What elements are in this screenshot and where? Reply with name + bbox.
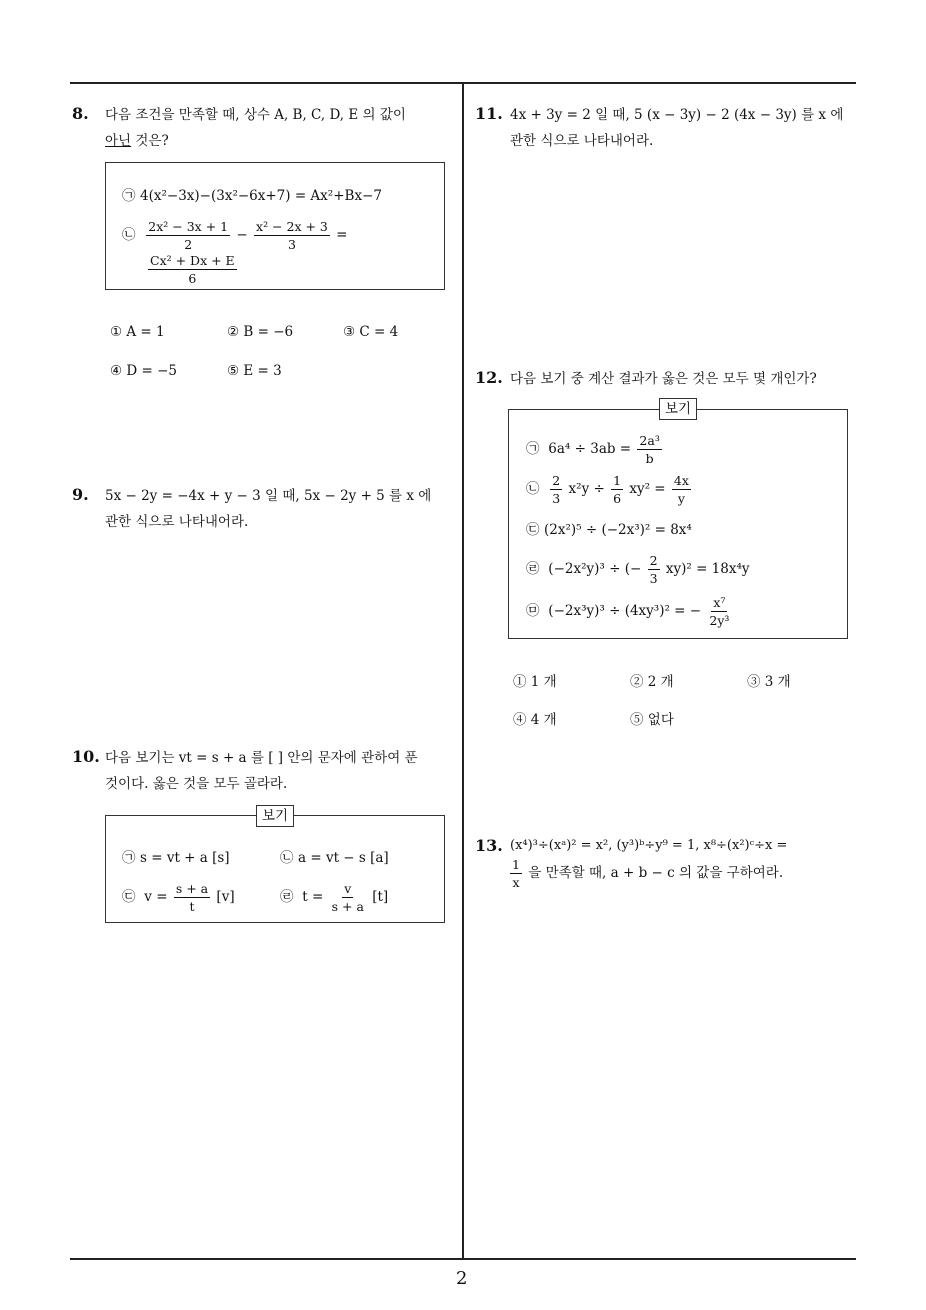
q12-item2-fraction-2 bbox=[611, 472, 623, 507]
q10-item4-num: v bbox=[344, 881, 352, 896]
q12-choice-2[interactable]: ② 2 개 bbox=[630, 674, 674, 690]
q8-cond2-fraction-2 bbox=[254, 218, 330, 253]
q8-cond2-frac2-den: 3 bbox=[287, 237, 296, 252]
q10-stem-line2: 것이다. 옳은 것을 모두 골라라. bbox=[105, 776, 288, 792]
q8-cond2-frac1-den: 2 bbox=[184, 237, 193, 252]
q12-item2-mid2: xy² = bbox=[629, 481, 666, 497]
q12-example-box-title: 보기 bbox=[659, 398, 697, 420]
q10-stem-line1: 다음 보기는 vt = s + a 를 [ ] 안의 문자에 관하여 푼 bbox=[105, 750, 418, 766]
q12-item3-text: (2x²)⁵ ÷ (−2x³)² = 8x⁴ bbox=[544, 522, 692, 538]
q8-choice-1[interactable]: ① A = 1 bbox=[110, 324, 165, 340]
q13-stem-line2 bbox=[508, 856, 783, 891]
q12-item-1 bbox=[526, 432, 664, 467]
q9-number: 9. bbox=[72, 485, 89, 504]
q8-cond2-fraction-1 bbox=[146, 218, 230, 253]
q13-stem-line2-rest: 을 만족할 때, a + b − c 의 값을 구하여라. bbox=[528, 865, 784, 881]
q12-choice-1[interactable]: ① 1 개 bbox=[513, 674, 557, 690]
q13-frac-num: 1 bbox=[512, 857, 520, 872]
q10-item-4 bbox=[280, 880, 388, 915]
q8-cond2-equals: = bbox=[336, 227, 348, 243]
q12-item2-n2: 1 bbox=[613, 473, 622, 488]
q12-item4-mark: ㉣ bbox=[526, 561, 540, 577]
q10-item4-den: s + a bbox=[331, 899, 364, 914]
page-number: 2 bbox=[456, 1268, 468, 1289]
q12-item5-lhs: (−2x³y)³ ÷ (4xy³)² = − bbox=[548, 603, 702, 619]
q10-item3-mark: ㉢ bbox=[122, 889, 136, 905]
q8-cond2-fraction-3 bbox=[148, 252, 237, 287]
q9-stem-line2: 관한 식으로 나타내어라. bbox=[105, 514, 249, 530]
q10-item2-mark: ㉡ bbox=[280, 850, 294, 866]
q12-item-2 bbox=[526, 472, 693, 507]
q12-item4-lhs: (−2x²y)³ ÷ bbox=[548, 561, 621, 577]
q13-number: 13. bbox=[475, 836, 503, 855]
bottom-rule bbox=[70, 1258, 856, 1260]
q10-item4-tail: [t] bbox=[372, 889, 389, 905]
q12-item4-fraction bbox=[648, 552, 660, 587]
q10-item-3 bbox=[122, 880, 235, 915]
q10-item3-tail: [v] bbox=[216, 889, 235, 905]
q12-item-4 bbox=[526, 552, 750, 587]
q12-item5-mark: ㉤ bbox=[526, 603, 540, 619]
q12-item2-n3: 4x bbox=[673, 473, 689, 488]
q12-item4-open: (− bbox=[624, 561, 642, 577]
q10-item-1 bbox=[122, 848, 230, 868]
q8-cond2-frac2-num: x² − 2x + 3 bbox=[256, 219, 328, 234]
q8-underlined-word: 아닌 bbox=[105, 133, 132, 149]
q12-choice-4[interactable]: ④ 4 개 bbox=[513, 712, 557, 728]
q10-item2-text: a = vt − s [a] bbox=[298, 850, 389, 866]
q12-item1-num: 2a³ bbox=[639, 433, 660, 448]
q12-item4-close: xy)² bbox=[665, 561, 692, 577]
q8-cond1-text: 4(x²−3x)−(3x²−6x+7) = Ax²+Bx−7 bbox=[140, 188, 382, 204]
q10-number: 10. bbox=[72, 747, 100, 766]
q8-choice-3[interactable]: ③ C = 4 bbox=[343, 324, 399, 340]
q12-item5-fraction bbox=[707, 594, 731, 629]
q12-item4-rhs: = 18x⁴y bbox=[696, 561, 750, 577]
q12-item1-den: b bbox=[645, 451, 654, 466]
q8-number: 8. bbox=[72, 104, 89, 123]
q10-item1-text: s = vt + a [s] bbox=[140, 850, 230, 866]
q12-choice-3[interactable]: ③ 3 개 bbox=[747, 674, 791, 690]
q8-choice-4[interactable]: ④ D = −5 bbox=[110, 363, 178, 379]
q8-cond2-frac3-num: Cx² + Dx + E bbox=[150, 253, 235, 268]
q13-fraction bbox=[510, 856, 522, 891]
q8-condition-1 bbox=[122, 186, 382, 206]
q10-item4-fraction bbox=[330, 880, 366, 915]
q12-item2-fraction-3 bbox=[672, 472, 691, 507]
q12-item5-num: x⁷ bbox=[713, 595, 726, 610]
q12-number: 12. bbox=[475, 368, 503, 387]
q8-cond2-frac3-den: 6 bbox=[188, 271, 197, 286]
q10-item-2 bbox=[280, 848, 389, 868]
q12-item2-fraction-1 bbox=[550, 472, 562, 507]
q10-item4-lhs: t = bbox=[302, 889, 324, 905]
q12-item2-d3: y bbox=[677, 491, 685, 506]
q8-cond2-mark: ㉡ bbox=[122, 227, 136, 243]
q8-cond1-mark: ㉠ bbox=[122, 188, 136, 204]
q10-item4-mark: ㉣ bbox=[280, 889, 294, 905]
q12-item2-n1: 2 bbox=[552, 473, 561, 488]
q12-item4-den: 3 bbox=[649, 571, 658, 586]
q12-item-5 bbox=[526, 594, 733, 629]
q8-cond2-minus: − bbox=[236, 227, 248, 243]
q12-item-3 bbox=[526, 520, 692, 540]
q8-condition-2-rhs bbox=[146, 252, 239, 287]
q11-stem-line1: 4x + 3y = 2 일 때, 5 (x − 3y) − 2 (4x − 3y) 를 x 에 bbox=[510, 107, 844, 123]
q8-stem-line2 bbox=[105, 128, 169, 154]
q11-stem-line2: 관한 식으로 나타내어라. bbox=[510, 133, 654, 149]
q12-item1-lhs: 6a⁴ ÷ 3ab = bbox=[548, 441, 632, 457]
q8-stem-line2-rest: 것은? bbox=[131, 133, 169, 149]
q10-item3-num: s + a bbox=[175, 881, 209, 896]
q8-choice-2[interactable]: ② B = −6 bbox=[227, 324, 294, 340]
q13-frac-den: x bbox=[512, 875, 520, 890]
q8-condition-2 bbox=[122, 218, 347, 253]
q10-item3-lhs: v = bbox=[144, 889, 168, 905]
q12-item2-mid: x²y ÷ bbox=[568, 481, 605, 497]
q12-item2-d2: 6 bbox=[613, 491, 622, 506]
q12-item1-fraction bbox=[637, 432, 661, 467]
q12-item2-mark: ㉡ bbox=[526, 481, 540, 497]
q11-number: 11. bbox=[475, 104, 503, 123]
q12-choice-5[interactable]: ⑤ 없다 bbox=[630, 712, 674, 728]
q12-item2-d1: 3 bbox=[552, 491, 561, 506]
q12-stem-line1: 다음 보기 중 계산 결과가 옳은 것은 모두 몇 개인가? bbox=[510, 371, 817, 387]
q8-choice-5[interactable]: ⑤ E = 3 bbox=[227, 363, 282, 379]
q10-item3-fraction bbox=[174, 880, 210, 915]
q13-stem-line1: (x⁴)³÷(xᵃ)² = x², (y³)ᵇ÷y⁹ = 1, x⁸÷(x²)ᶜ÷x = bbox=[510, 838, 788, 853]
column-divider bbox=[462, 82, 464, 1259]
q12-item5-den: 2y³ bbox=[709, 613, 730, 628]
q10-example-box-title: 보기 bbox=[256, 805, 294, 827]
q12-item4-num: 2 bbox=[649, 553, 658, 568]
q10-item3-den: t bbox=[189, 899, 195, 914]
q9-stem-line1: 5x − 2y = −4x + y − 3 일 때, 5x − 2y + 5 를 x 에 bbox=[105, 488, 432, 504]
q12-item1-mark: ㉠ bbox=[526, 441, 540, 457]
q8-cond2-frac1-num: 2x² − 3x + 1 bbox=[148, 219, 229, 234]
q8-stem-line1: 다음 조건을 만족할 때, 상수 A, B, C, D, E 의 값이 bbox=[105, 107, 406, 123]
q12-item3-mark: ㉢ bbox=[526, 522, 540, 538]
q10-item1-mark: ㉠ bbox=[122, 850, 136, 866]
